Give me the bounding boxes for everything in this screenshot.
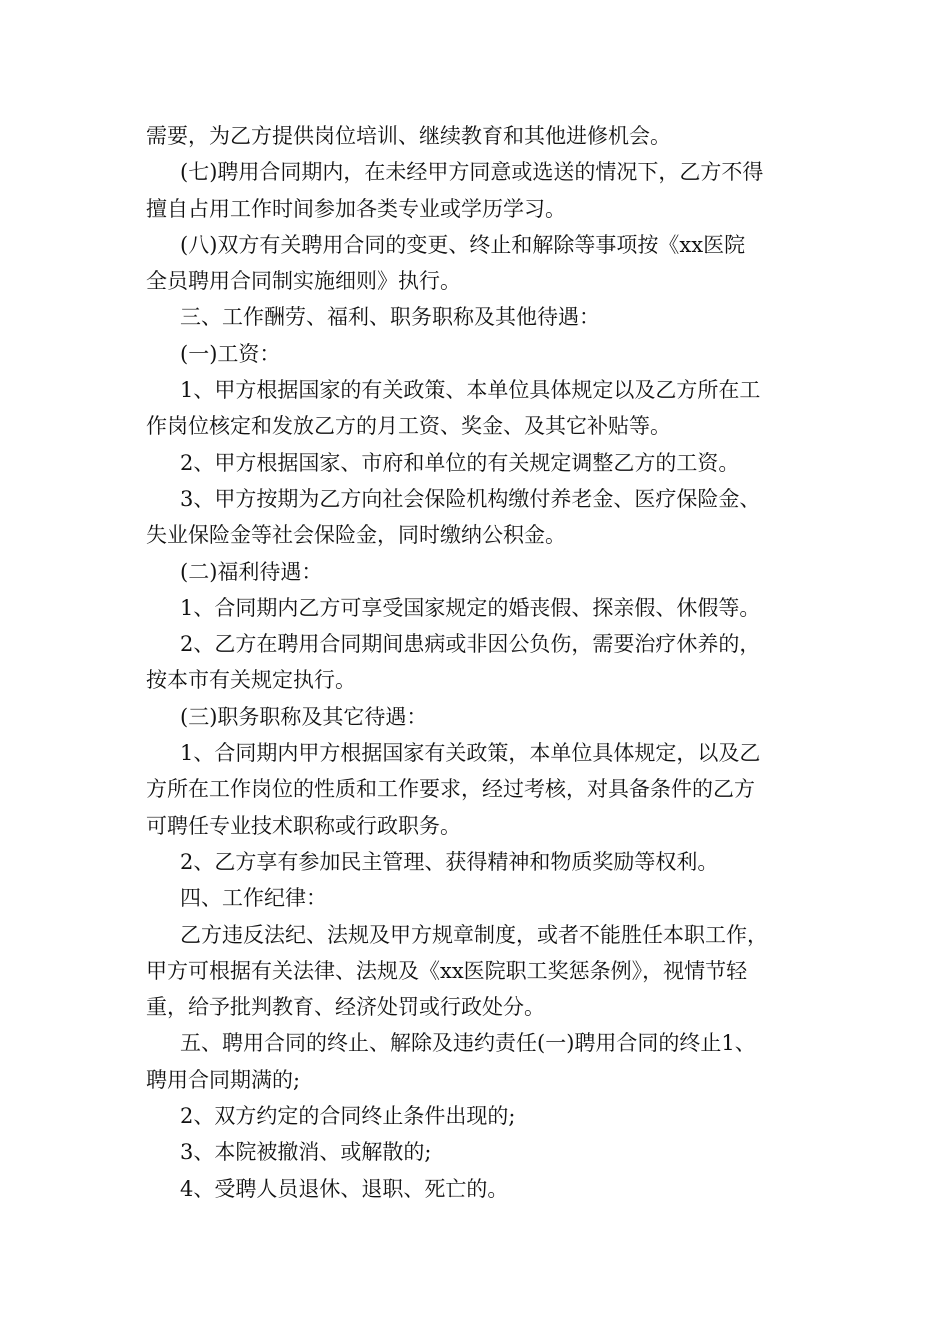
document-line: 1、甲方根据国家的有关政策、本单位具体规定以及乙方所在工: [180, 378, 761, 403]
document-line: 1、合同期内甲方根据国家有关政策，本单位具体规定，以及乙: [180, 741, 761, 766]
document-line: (二)福利待遇：: [180, 559, 323, 584]
document-line: 4、受聘人员退休、退职、死亡的。: [180, 1176, 509, 1201]
document-line: 全员聘用合同制实施细则》执行。: [146, 269, 461, 294]
document-line: 聘用合同期满的;: [146, 1067, 301, 1092]
document-line: 三、工作酬劳、福利、职务职称及其他待遇：: [180, 305, 600, 330]
document-line: 需要，为乙方提供岗位培训、继续教育和其他进修机会。: [146, 124, 671, 148]
document-line: 方所在工作岗位的性质和工作要求，经过考核，对具备条件的乙方: [146, 777, 755, 802]
document-line: 四、工作纪律：: [180, 886, 327, 911]
document-line: 2、乙方在聘用合同期间患病或非因公负伤，需要治疗休养的，: [180, 632, 761, 657]
document-line: (一)工资：: [180, 341, 281, 366]
document-line: 作岗位核定和发放乙方的月工资、奖金、及其它补贴等。: [146, 414, 671, 439]
document-line: 乙方违反法纪、法规及甲方规章制度，或者不能胜任本职工作，: [180, 922, 768, 947]
document-line: 1、合同期内乙方可享受国家规定的婚丧假、探亲假、休假等。: [180, 595, 761, 620]
document-line: (三)职务职称及其它待遇：: [180, 704, 428, 729]
document-line: 五、聘用合同的终止、解除及违约责任(一)聘用合同的终止1、: [180, 1031, 756, 1056]
document-line: 2、乙方享有参加民主管理、获得精神和物质奖励等权利。: [180, 849, 719, 874]
document-body: [146, 118, 806, 1207]
document-line: 3、本院被撤消、或解散的;: [180, 1140, 432, 1165]
document-line: 按本市有关规定执行。: [146, 668, 356, 693]
document-line: (七)聘用合同期内，在未经甲方同意或选送的情况下，乙方不得: [180, 160, 764, 185]
document-line: 擅自占用工作时间参加各类专业或学历学习。: [146, 196, 566, 221]
document-line: (八)双方有关聘用合同的变更、终止和解除等事项按《xx医院: [180, 232, 746, 257]
document-line: 失业保险金等社会保险金，同时缴纳公积金。: [146, 523, 566, 548]
document-line: 重，给予批判教育、经济处罚或行政处分。: [146, 995, 545, 1020]
document-line: 3、甲方按期为乙方向社会保险机构缴付养老金、医疗保险金、: [180, 486, 761, 511]
document-line: 甲方可根据有关法律、法规及《xx医院职工奖惩条例》，视情节轻: [146, 958, 748, 983]
document-line: 2、甲方根据国家、市府和单位的有关规定调整乙方的工资。: [180, 450, 740, 475]
document-line: 可聘任专业技术职称或行政职务。: [146, 813, 461, 838]
document-line: 2、双方约定的合同终止条件出现的;: [180, 1104, 516, 1129]
